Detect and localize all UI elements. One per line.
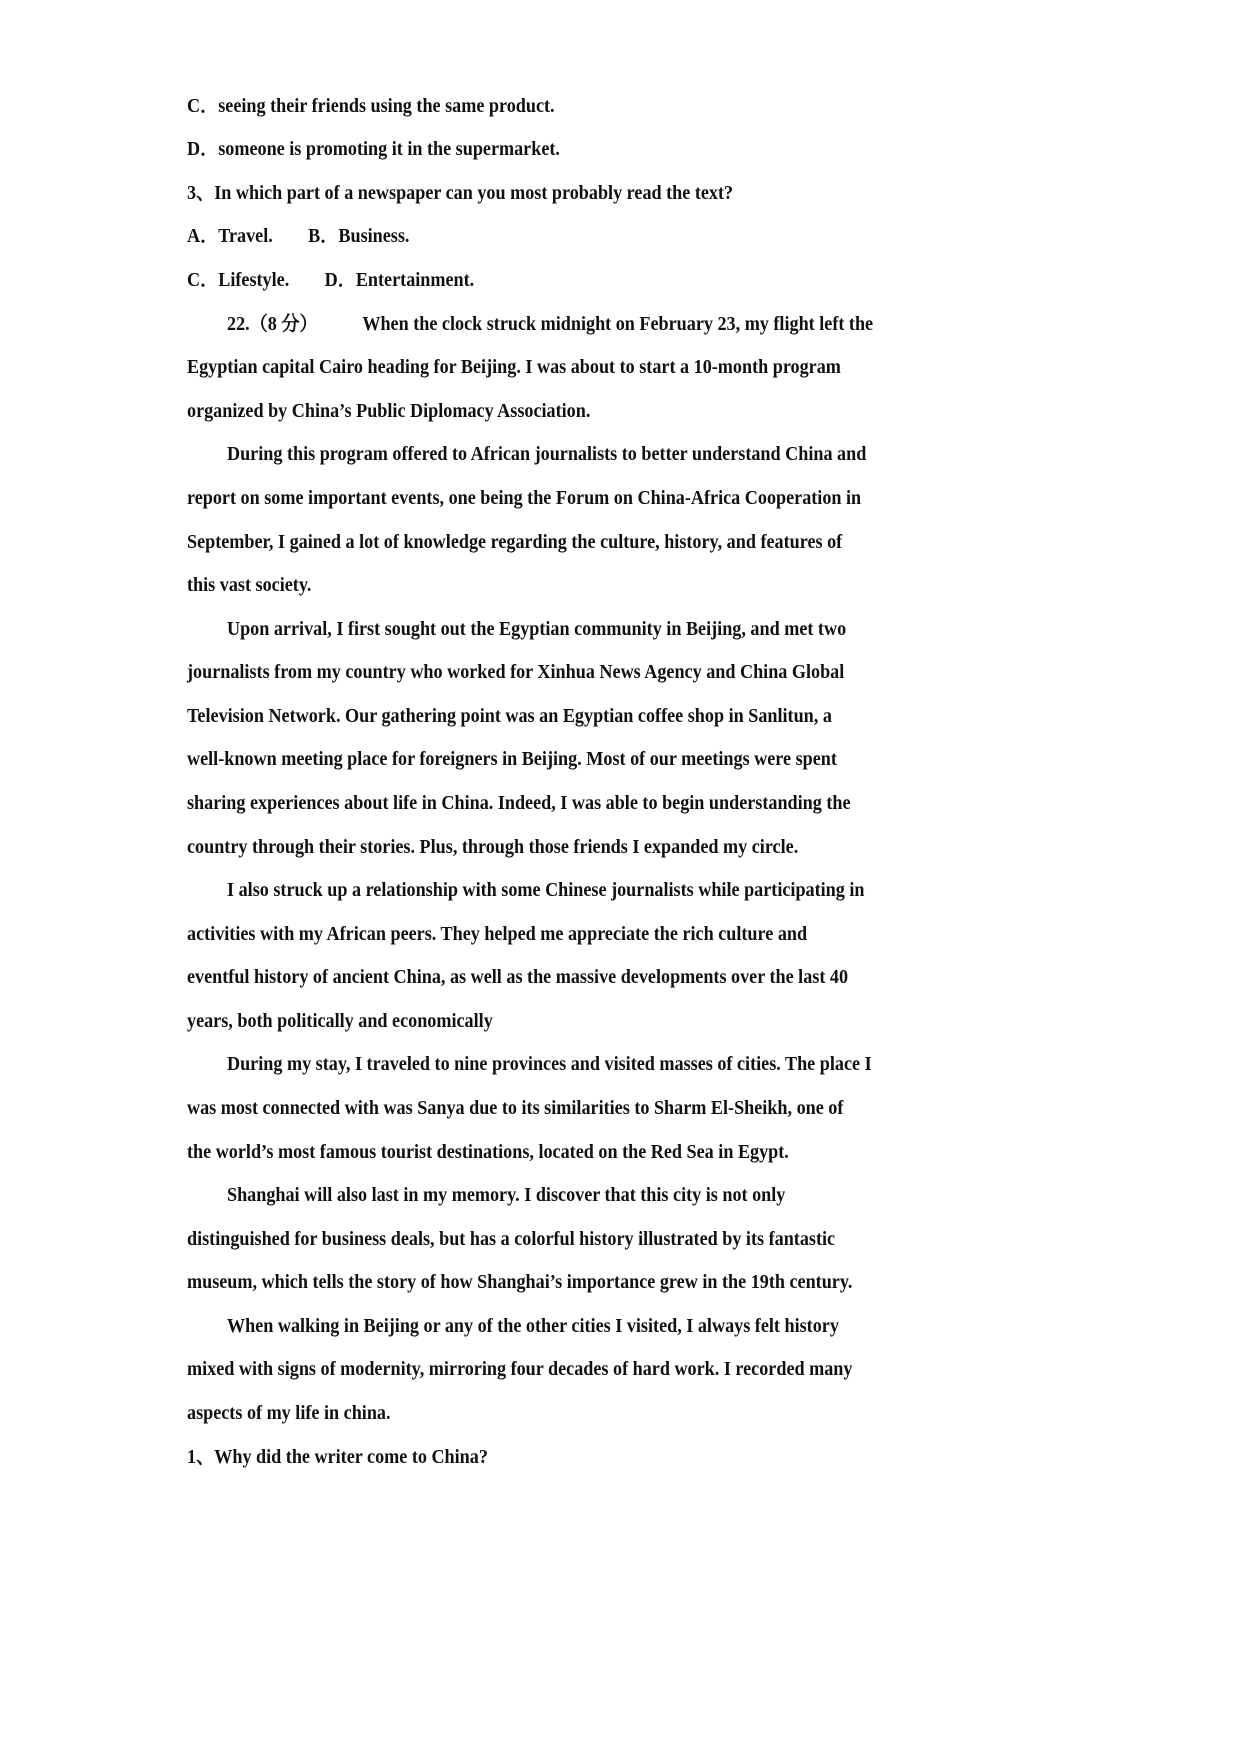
passage-line: When the clock struck midnight on February 23, my flight left the [362,314,874,335]
option-text: seeing their friends using the same product. [218,96,555,117]
option-letter: C． [187,270,219,291]
passage-line: During my stay, I traveled to nine provinces and visited masses of cities. The place I [227,1054,872,1075]
passage-line: Egyptian capital Cairo heading for Beijing. I was about to start a 10-month program [187,357,841,378]
question-number: 1、 [187,1447,215,1468]
option-c [187,270,289,291]
option-letter: B． [308,226,339,247]
passage-line: journalists from my country who worked for Xinhua News Agency and China Global [187,662,845,683]
passage-line: years, both politically and economically [187,1011,493,1032]
option-letter: D． [324,270,356,291]
passage-number: 22.（8 分） [227,314,318,335]
passage-line: Television Network. Our gathering point was an Egyptian coffee shop in Sanlitun, a [187,706,832,727]
passage-line: country through their stories. Plus, through those friends I expanded my circle. [187,837,799,858]
question-text: Why did the writer come to China? [214,1447,488,1468]
passage-line: I also struck up a relationship with some Chinese journalists while participating in [227,880,865,901]
passage-line: well-known meeting place for foreigners in Beijing. Most of our meetings were spent [187,749,837,770]
passage-line: the world’s most famous tourist destinations, located on the Red Sea in Egypt. [187,1142,789,1163]
option-text: Entertainment. [355,270,475,291]
option-c [187,94,555,120]
passage-line: distinguished for business deals, but has a colorful history illustrated by its fantastic [187,1229,836,1250]
passage-line: When walking in Beijing or any of the other cities I visited, I always felt history [227,1316,839,1337]
passage-line: this vast society. [187,575,312,596]
question-1 [187,1445,488,1471]
option-b [308,226,409,247]
option-a [187,226,273,247]
passage-line: organized by China’s Public Diplomacy Association. [187,401,591,422]
question-3 [187,181,733,207]
option-letter: A． [187,226,219,247]
option-d [325,270,475,291]
option-text: Travel. [218,226,273,247]
option-text: Lifestyle. [218,270,290,291]
passage-line: mixed with signs of modernity, mirroring four decades of hard work. I recorded many [187,1359,853,1380]
passage-line: Shanghai will also last in my memory. I discover that this city is not only [227,1185,786,1206]
option-text: someone is promoting it in the supermarket. [218,139,560,160]
passage-first-line [227,312,873,338]
passage-line: aspects of my life in china. [187,1403,391,1424]
passage-line: sharing experiences about life in China. Indeed, I was able to begin understanding the [187,793,851,814]
question-3-options-row-2 [187,268,474,294]
passage-line: eventful history of ancient China, as well as the massive developments over the last 40 [187,967,849,988]
question-text: In which part of a newspaper can you most probably read the text? [214,183,734,204]
option-d [187,137,560,163]
option-text: Business. [338,226,410,247]
passage-line: During this program offered to African journalists to better understand China and [227,444,867,465]
option-letter: C． [187,96,219,117]
passage-line: September, I gained a lot of knowledge regarding the culture, history, and features of [187,532,843,553]
passage-line: report on some important events, one being the Forum on China-Africa Cooperation in [187,488,862,509]
passage-line: activities with my African peers. They helped me appreciate the rich culture and [187,924,808,945]
question-number: 3、 [187,183,215,204]
option-letter: D． [187,139,219,160]
passage-line: was most connected with was Sanya due to its similarities to Sharm El-Sheikh, one of [187,1098,844,1119]
passage-line: Upon arrival, I first sought out the Egyptian community in Beijing, and met two [227,619,847,640]
passage-line: museum, which tells the story of how Shanghai’s importance grew in the 19th century. [187,1272,853,1293]
question-3-options-row-1 [187,224,409,250]
